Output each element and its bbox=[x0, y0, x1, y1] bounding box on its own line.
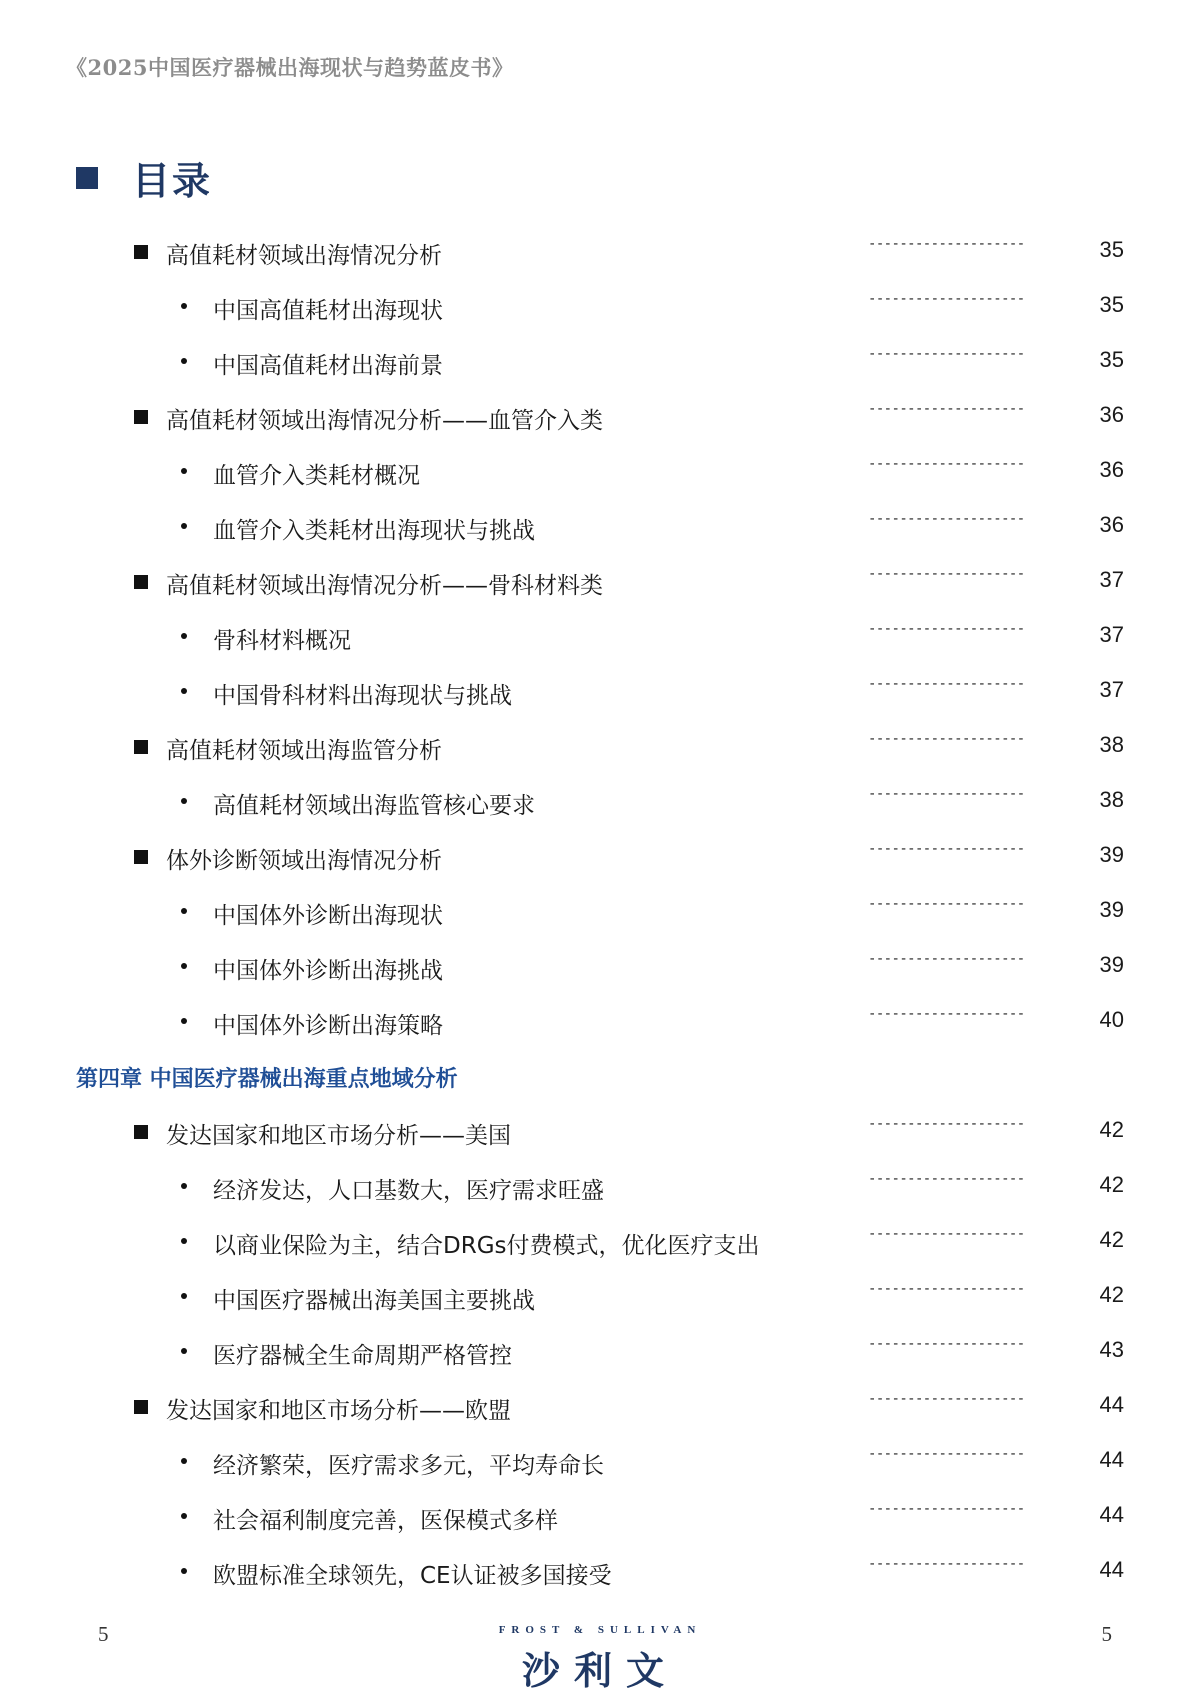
toc-heading-text: 目录 bbox=[132, 159, 213, 203]
toc-leader-dashes: -------------------- bbox=[868, 456, 1025, 472]
toc-entry-label: 高值耗材领域出海情况分析——骨科材料类 bbox=[166, 573, 603, 599]
toc-leader-dashes: -------------------- bbox=[868, 401, 1025, 417]
dot-bullet-icon bbox=[181, 468, 187, 474]
toc-entry[interactable] bbox=[0, 1436, 1200, 1491]
toc-entry[interactable] bbox=[0, 1326, 1200, 1381]
dot-bullet-icon bbox=[181, 908, 187, 914]
table-of-contents bbox=[0, 226, 1200, 1601]
toc-entry-label: 中国体外诊断出海现状 bbox=[213, 903, 443, 929]
toc-entry-label: 社会福利制度完善，医保模式多样 bbox=[213, 1508, 558, 1534]
square-bullet-icon bbox=[134, 850, 148, 864]
toc-page-number: 42 bbox=[1099, 1117, 1124, 1142]
dot-bullet-icon bbox=[181, 1348, 187, 1354]
square-bullet-icon bbox=[134, 410, 148, 424]
toc-leader-dashes: -------------------- bbox=[868, 621, 1025, 637]
document-header-title: 《2025中国医疗器械出海现状与趋势蓝皮书》 bbox=[66, 55, 514, 80]
toc-entry-label: 高值耗材领域出海情况分析——血管介入类 bbox=[166, 408, 603, 434]
toc-entry-label: 经济繁荣，医疗需求多元，平均寿命长 bbox=[213, 1453, 604, 1479]
toc-leader-dashes: -------------------- bbox=[868, 236, 1025, 252]
toc-entry[interactable] bbox=[0, 501, 1200, 556]
toc-entry[interactable] bbox=[0, 556, 1200, 611]
toc-entry[interactable] bbox=[0, 336, 1200, 391]
dot-bullet-icon bbox=[181, 963, 187, 969]
toc-leader-dashes: -------------------- bbox=[868, 841, 1025, 857]
toc-leader-dashes: -------------------- bbox=[868, 1446, 1025, 1462]
toc-leader-dashes: -------------------- bbox=[868, 1226, 1025, 1242]
toc-entry-label: 中国体外诊断出海策略 bbox=[213, 1013, 443, 1039]
toc-entry-label: 以商业保险为主，结合DRGs付费模式，优化医疗支出 bbox=[213, 1233, 760, 1259]
toc-leader-dashes: -------------------- bbox=[868, 1116, 1025, 1132]
toc-entry-label: 医疗器械全生命周期严格管控 bbox=[213, 1343, 512, 1369]
toc-page-number: 42 bbox=[1099, 1172, 1124, 1197]
square-bullet-icon bbox=[134, 1400, 148, 1414]
toc-entry[interactable] bbox=[0, 1491, 1200, 1546]
toc-leader-dashes: -------------------- bbox=[868, 1336, 1025, 1352]
dot-bullet-icon bbox=[181, 688, 187, 694]
toc-chapter-heading bbox=[0, 1051, 1200, 1106]
toc-page-number: 42 bbox=[1099, 1227, 1124, 1252]
dot-bullet-icon bbox=[181, 633, 187, 639]
dot-bullet-icon bbox=[181, 1458, 187, 1464]
toc-heading bbox=[76, 150, 212, 205]
toc-page-number: 37 bbox=[1099, 622, 1124, 647]
toc-leader-dashes: -------------------- bbox=[868, 1281, 1025, 1297]
dot-bullet-icon bbox=[181, 358, 187, 364]
logo-chinese-text: 沙利文 bbox=[521, 1649, 678, 1693]
dot-bullet-icon bbox=[181, 303, 187, 309]
dot-bullet-icon bbox=[181, 798, 187, 804]
page-number-left: 5 bbox=[98, 1622, 109, 1646]
dot-bullet-icon bbox=[181, 1513, 187, 1519]
toc-leader-dashes: -------------------- bbox=[868, 731, 1025, 747]
toc-page-number: 36 bbox=[1099, 402, 1124, 427]
square-bullet-icon bbox=[134, 245, 148, 259]
toc-page-number: 36 bbox=[1099, 512, 1124, 537]
toc-entry-label: 血管介入类耗材概况 bbox=[213, 463, 420, 489]
toc-leader-dashes: -------------------- bbox=[868, 676, 1025, 692]
toc-leader-dashes: -------------------- bbox=[868, 291, 1025, 307]
toc-page-number: 35 bbox=[1099, 237, 1124, 262]
toc-heading-square-icon bbox=[76, 167, 98, 189]
toc-leader-dashes: -------------------- bbox=[868, 1171, 1025, 1187]
toc-entry[interactable] bbox=[0, 776, 1200, 831]
toc-entry-label: 高值耗材领域出海监管分析 bbox=[166, 738, 442, 764]
toc-entry-label: 中国高值耗材出海现状 bbox=[213, 298, 443, 324]
toc-leader-dashes: -------------------- bbox=[868, 951, 1025, 967]
toc-page-number: 39 bbox=[1099, 952, 1124, 977]
toc-leader-dashes: -------------------- bbox=[868, 786, 1025, 802]
toc-entry[interactable] bbox=[0, 281, 1200, 336]
toc-entry-label: 高值耗材领域出海监管核心要求 bbox=[213, 793, 535, 819]
toc-leader-dashes: -------------------- bbox=[868, 1391, 1025, 1407]
toc-entry-label: 骨科材料概况 bbox=[213, 628, 351, 654]
toc-entry[interactable] bbox=[0, 1216, 1200, 1271]
toc-page-number: 42 bbox=[1099, 1282, 1124, 1307]
square-bullet-icon bbox=[134, 1125, 148, 1139]
toc-page-number: 35 bbox=[1099, 347, 1124, 372]
toc-page-number: 44 bbox=[1099, 1557, 1124, 1582]
toc-page-number: 39 bbox=[1099, 897, 1124, 922]
toc-entry[interactable] bbox=[0, 1106, 1200, 1161]
toc-entry-label: 高值耗材领域出海情况分析 bbox=[166, 243, 442, 269]
toc-entry[interactable] bbox=[0, 831, 1200, 886]
toc-entry-label: 中国医疗器械出海美国主要挑战 bbox=[213, 1288, 535, 1314]
toc-entry[interactable] bbox=[0, 1546, 1200, 1601]
toc-page-number: 44 bbox=[1099, 1392, 1124, 1417]
toc-page-number: 37 bbox=[1099, 677, 1124, 702]
frost-sullivan-logo bbox=[0, 1624, 1200, 1695]
toc-entry[interactable] bbox=[0, 721, 1200, 776]
page-number-right: 5 bbox=[1101, 1622, 1112, 1646]
dot-bullet-icon bbox=[181, 1238, 187, 1244]
toc-leader-dashes: -------------------- bbox=[868, 511, 1025, 527]
toc-page-number: 39 bbox=[1099, 842, 1124, 867]
toc-page-number: 37 bbox=[1099, 567, 1124, 592]
toc-page-number: 38 bbox=[1099, 787, 1124, 812]
logo-english-text: FROST & SULLIVAN bbox=[498, 1624, 702, 1636]
toc-entry-label: 欧盟标准全球领先，CE认证被多国接受 bbox=[213, 1563, 612, 1589]
toc-page-number: 36 bbox=[1099, 457, 1124, 482]
dot-bullet-icon bbox=[181, 523, 187, 529]
toc-leader-dashes: -------------------- bbox=[868, 1556, 1025, 1572]
toc-leader-dashes: -------------------- bbox=[868, 896, 1025, 912]
toc-entry[interactable] bbox=[0, 886, 1200, 941]
toc-entry[interactable] bbox=[0, 941, 1200, 996]
dot-bullet-icon bbox=[181, 1568, 187, 1574]
toc-page-number: 44 bbox=[1099, 1447, 1124, 1472]
toc-leader-dashes: -------------------- bbox=[868, 346, 1025, 362]
toc-page-number: 44 bbox=[1099, 1502, 1124, 1527]
dot-bullet-icon bbox=[181, 1183, 187, 1189]
toc-entry[interactable] bbox=[0, 226, 1200, 281]
dot-bullet-icon bbox=[181, 1018, 187, 1024]
toc-entry[interactable] bbox=[0, 1271, 1200, 1326]
toc-entry[interactable] bbox=[0, 1161, 1200, 1216]
square-bullet-icon bbox=[134, 740, 148, 754]
toc-entry-label: 血管介入类耗材出海现状与挑战 bbox=[213, 518, 535, 544]
toc-entry-label: 第四章 中国医疗器械出海重点地域分析 bbox=[76, 1066, 458, 1092]
dot-bullet-icon bbox=[181, 1293, 187, 1299]
toc-entry[interactable] bbox=[0, 611, 1200, 666]
toc-entry[interactable] bbox=[0, 996, 1200, 1051]
toc-entry-label: 中国骨科材料出海现状与挑战 bbox=[213, 683, 512, 709]
toc-leader-dashes: -------------------- bbox=[868, 1006, 1025, 1022]
toc-page-number: 35 bbox=[1099, 292, 1124, 317]
square-bullet-icon bbox=[134, 575, 148, 589]
toc-entry-label: 中国高值耗材出海前景 bbox=[213, 353, 443, 379]
toc-leader-dashes: -------------------- bbox=[868, 1501, 1025, 1517]
toc-entry[interactable] bbox=[0, 391, 1200, 446]
toc-leader-dashes: -------------------- bbox=[868, 566, 1025, 582]
toc-entry-label: 发达国家和地区市场分析——美国 bbox=[166, 1123, 511, 1149]
toc-page-number: 40 bbox=[1099, 1007, 1124, 1032]
toc-entry-label: 体外诊断领域出海情况分析 bbox=[166, 848, 442, 874]
toc-page-number: 43 bbox=[1099, 1337, 1124, 1362]
toc-page-number: 38 bbox=[1099, 732, 1124, 757]
toc-entry[interactable] bbox=[0, 1381, 1200, 1436]
toc-entry-label: 经济发达，人口基数大，医疗需求旺盛 bbox=[213, 1178, 604, 1204]
toc-entry[interactable] bbox=[0, 666, 1200, 721]
toc-entry[interactable] bbox=[0, 446, 1200, 501]
toc-entry-label: 中国体外诊断出海挑战 bbox=[213, 958, 443, 984]
toc-entry-label: 发达国家和地区市场分析——欧盟 bbox=[166, 1398, 511, 1424]
